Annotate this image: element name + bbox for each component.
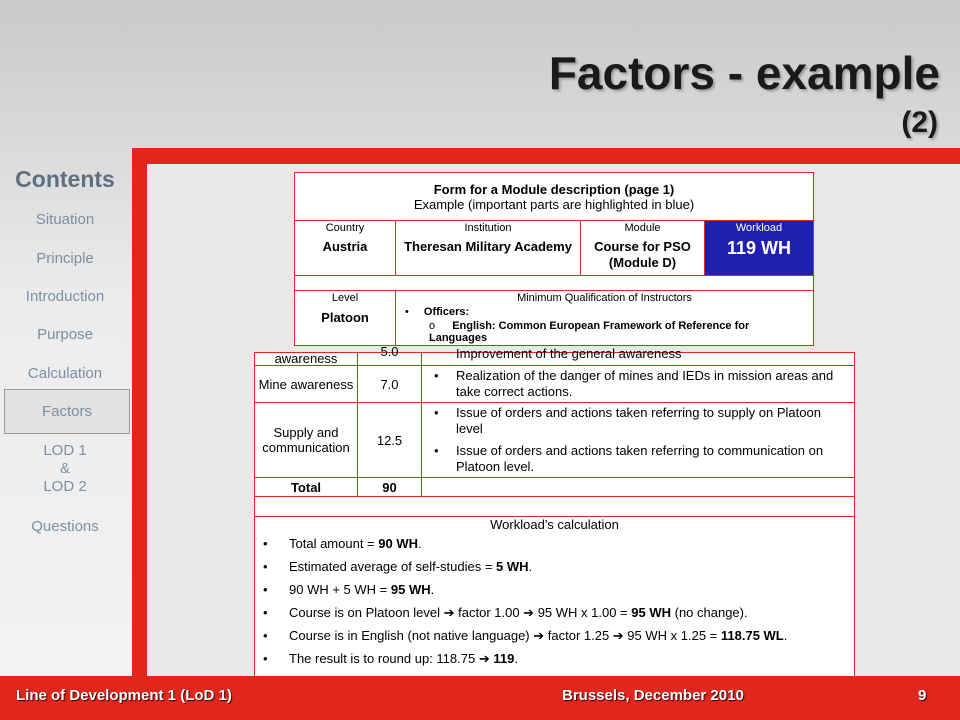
institution-header: Institution	[464, 222, 512, 234]
calc-item	[255, 647, 854, 670]
form-title: Form for a Module description (page 1)	[433, 181, 675, 197]
row-awareness-name	[255, 353, 358, 366]
officers-requirement: English: Common European Framework of Reference for Languages	[429, 320, 750, 344]
nav-item-introduction[interactable]: Introduction	[25, 288, 105, 305]
total-label: Total	[255, 478, 358, 497]
calc-item-bold: 95 WH	[631, 605, 671, 620]
awareness-label: awareness	[274, 351, 338, 366]
calc-item-bold: 119	[493, 651, 515, 666]
nav-item-purpose[interactable]: Purpose	[37, 326, 93, 343]
calc-item-end: .	[430, 582, 435, 597]
calc-item-end: .	[783, 628, 788, 643]
supply-item: • Issue of orders and actions taken referring to supply on Platoon level	[428, 405, 850, 437]
row-awareness-desc	[422, 346, 855, 366]
calc-header: Workload's calculation	[490, 517, 619, 532]
country-value: Austria	[322, 239, 368, 254]
spacer-row	[295, 276, 814, 291]
slide-title: Factors - example	[548, 47, 940, 99]
footer-date: Brussels, December 2010	[562, 687, 744, 704]
institution-cell	[396, 221, 581, 276]
row-mine-name: Mine awareness	[255, 366, 358, 403]
row-awareness-value	[358, 344, 422, 366]
nav-item-questions[interactable]: Questions	[31, 518, 99, 535]
module-header: Module	[624, 222, 661, 234]
calc-item-end: .	[514, 651, 518, 666]
nav-item-factors[interactable]	[4, 389, 130, 434]
awareness-desc: Improvement of the general awareness	[456, 346, 682, 361]
officers-label: Officers:	[423, 306, 470, 318]
footer-bar	[0, 676, 960, 720]
level-value: Platoon	[321, 310, 369, 325]
calc-item-text: The result is to round up: 118.75 ➔	[289, 651, 494, 666]
spacer-row-2	[255, 497, 855, 517]
calc-item-text: Course is in English (not native language) ➔ factor 1.25 ➔ 95 WH x 1.25 =	[289, 628, 721, 643]
circle-bullet-icon: o	[429, 320, 436, 332]
nav-item-principle[interactable]: Principle	[36, 250, 94, 267]
mine-item: • Realization of the danger of mines and IEDs in mission areas and take correct actions.	[428, 368, 850, 400]
form-subtitle: Example (important parts are highlighted in blue)	[413, 196, 695, 212]
calc-item-text: Course is on Platoon level ➔ factor 1.00 ➔ 95 WH x 1.00 =	[289, 605, 632, 620]
row-supply-name: Supply and communication	[255, 403, 358, 478]
page-number: 9	[918, 687, 927, 704]
nav-item-factors-label: Factors	[41, 402, 92, 420]
workload-header: Workload	[735, 222, 783, 234]
calc-item	[255, 578, 854, 601]
level-cell	[295, 291, 396, 346]
accent-bar-horizontal	[132, 148, 960, 164]
calc-item	[255, 532, 854, 555]
row-mine-desc	[422, 366, 855, 403]
module-value: Course for PSO (Module D)	[594, 239, 691, 270]
calc-item-bold: 90 WH	[378, 536, 418, 551]
awareness-value: 5.0	[380, 344, 399, 359]
calc-item-text: Total amount =	[289, 536, 379, 551]
workload-value: 119 WH	[726, 238, 792, 258]
calc-list	[255, 532, 854, 693]
form-header-cell	[295, 173, 814, 221]
nav-item-situation[interactable]: Situation	[35, 211, 95, 228]
total-value: 90	[358, 478, 422, 497]
calc-item-bold: 5 WH	[496, 559, 529, 574]
calc-item-bold: 118.75 WL	[720, 628, 784, 643]
nav-item-lod[interactable]	[0, 442, 130, 496]
institution-value: Theresan Military Academy	[404, 239, 572, 254]
slide-subtitle: (2)	[901, 106, 938, 139]
qualification-header: Minimum Qualification of Instructors	[517, 292, 692, 304]
qualification-cell	[396, 291, 814, 346]
calc-item	[255, 601, 854, 624]
nav-item-lod-line1: LOD 1	[43, 442, 87, 459]
bullet-icon: •	[405, 306, 409, 318]
country-cell	[295, 221, 396, 276]
row-supply-desc	[422, 403, 855, 478]
footer-left: Line of Development 1 (LoD 1)	[16, 687, 232, 704]
row-mine-value: 7.0	[358, 366, 422, 403]
calc-cell	[255, 517, 855, 696]
communication-item: • Issue of orders and actions taken referring to communication on Platoon level.	[428, 443, 850, 475]
calc-item-bold: 95 WH	[390, 582, 431, 597]
module-cell	[581, 221, 705, 276]
calc-item-end: (no change).	[671, 605, 748, 620]
country-header: Country	[325, 222, 365, 234]
workload-cell	[705, 221, 814, 276]
nav-item-lod-line3: LOD 2	[43, 478, 87, 495]
accent-bar-vertical	[132, 148, 147, 676]
calc-item-end: .	[417, 536, 422, 551]
calc-item-text: 90 WH + 5 WH =	[289, 582, 391, 597]
row-supply-value: 12.5	[358, 403, 422, 478]
module-form-table	[294, 172, 814, 346]
calc-item	[255, 624, 854, 647]
calc-item-end: .	[528, 559, 533, 574]
calc-item-text: Estimated average of self-studies =	[289, 559, 497, 574]
nav-item-lod-line2: &	[59, 460, 70, 477]
calc-item	[255, 555, 854, 578]
total-empty	[422, 478, 855, 497]
nav-item-calculation[interactable]: Calculation	[27, 365, 103, 382]
level-header: Level	[331, 292, 359, 304]
nav-heading: Contents	[15, 166, 115, 192]
workload-table	[254, 344, 855, 696]
